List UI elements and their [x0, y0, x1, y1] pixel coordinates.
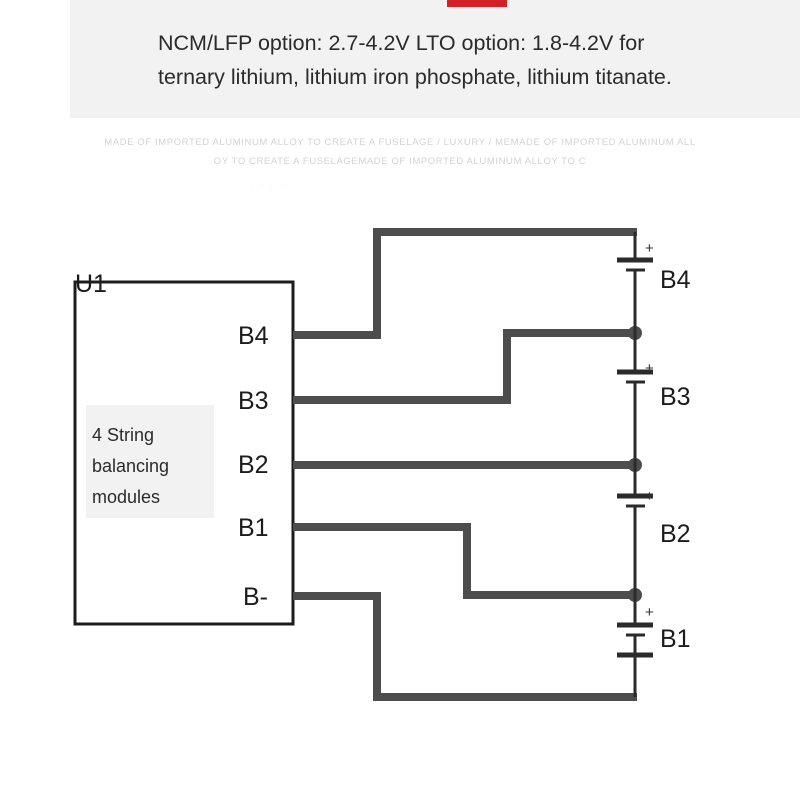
battery-label-b2: B2 — [660, 520, 691, 548]
battery-label-b1: B1 — [660, 625, 691, 653]
subcaption-line-2: OY TO CREATE A FUSELAGEMADE OF IMPORTED ALUMINUM ALLOY TO C — [213, 156, 587, 167]
pin-label-bminus: B- — [243, 583, 268, 611]
chip-description-line-2: balancing — [92, 456, 170, 476]
chip-description-line-1: 4 String — [92, 425, 155, 445]
chip-reference-label: U1 — [75, 270, 107, 298]
banner-line-2: ternary lithium, lithium iron phosphate, lithium titanate. — [158, 65, 672, 89]
battery-label-b4: B4 — [660, 266, 691, 294]
watermark-text: . . . . — [250, 178, 286, 190]
polarity-plus-b4: + — [645, 240, 654, 257]
wire-group — [293, 232, 637, 697]
pin-label-b1: B1 — [238, 514, 269, 542]
polarity-plus-b1: + — [645, 604, 654, 621]
subcaption — [0, 133, 800, 171]
polarity-plus-b2: + — [645, 488, 654, 505]
wire-b4 — [293, 232, 637, 335]
top-banner — [70, 0, 800, 118]
banner-accent-bar — [447, 0, 507, 7]
banner-line-1: NCM/LFP option: 2.7-4.2V LTO option: 1.8-4.2V for — [158, 31, 645, 55]
banner-text — [158, 26, 800, 94]
pin-label-b2: B2 — [238, 451, 269, 479]
chip-description-line-3: modules — [92, 487, 161, 507]
wiring-diagram — [0, 200, 800, 760]
wire-b1 — [293, 527, 637, 595]
battery-label-b3: B3 — [660, 383, 691, 411]
wire-bminus — [293, 596, 637, 697]
subcaption-line-1: MADE OF IMPORTED ALUMINUM ALLOY TO CREATE A FUSELAGE / LUXURY / MEMADE OF IMPORTED ALUMINUM ALL — [104, 137, 696, 148]
polarity-plus-b3: + — [645, 360, 654, 377]
pin-label-b3: B3 — [238, 387, 269, 415]
chip-description — [92, 420, 212, 513]
pin-label-b4: B4 — [238, 322, 269, 350]
wire-b3 — [293, 333, 637, 400]
